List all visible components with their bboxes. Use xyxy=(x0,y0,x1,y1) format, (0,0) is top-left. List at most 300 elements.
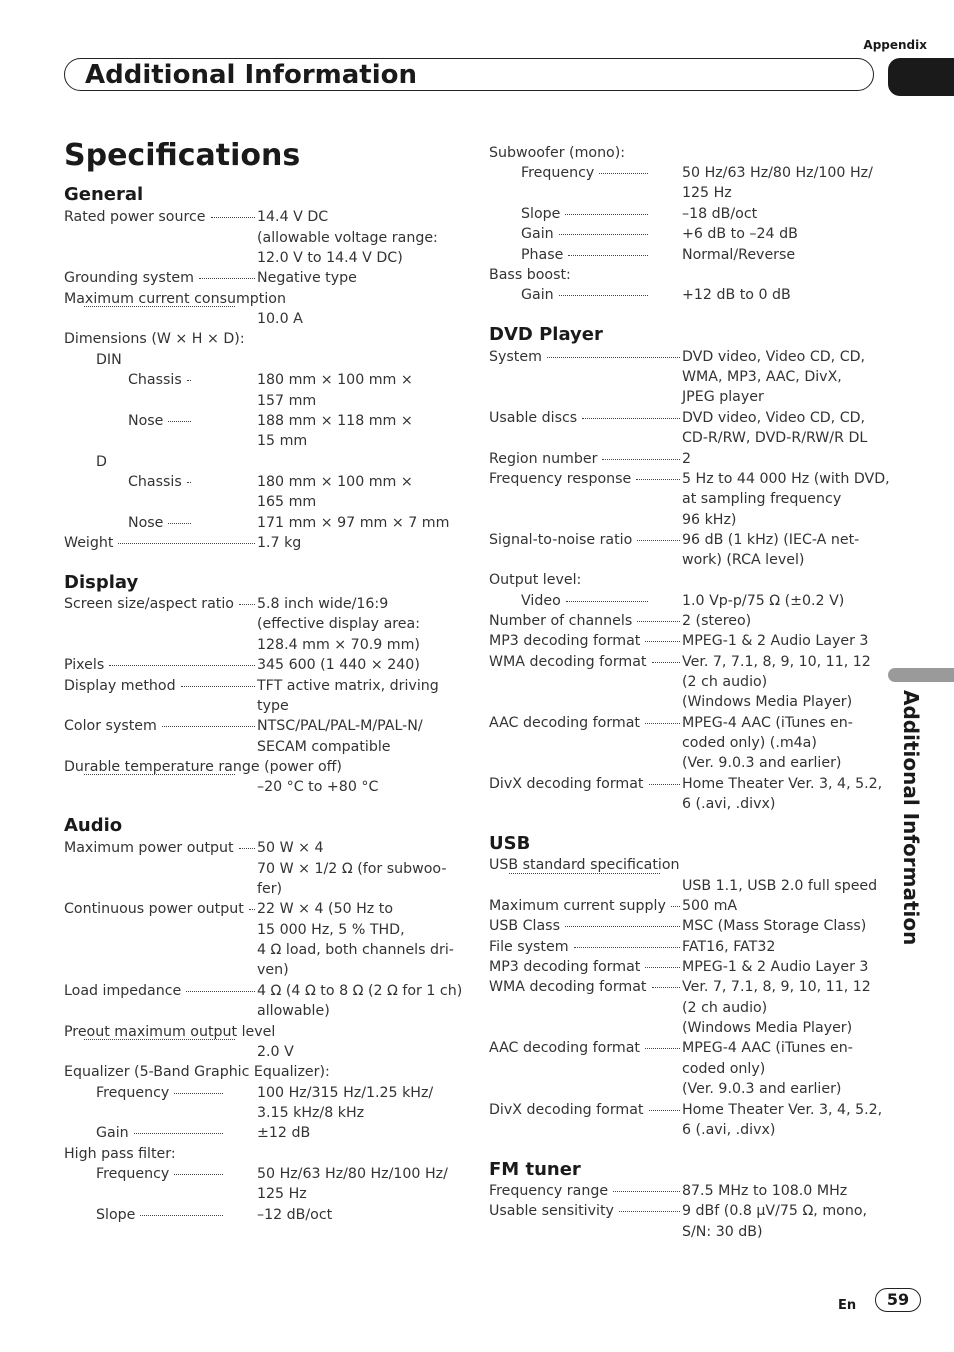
page-title: Specifications xyxy=(64,138,301,173)
spec-label-text: Gain xyxy=(96,1125,129,1141)
spec-label-text: Maximum power output xyxy=(64,840,234,856)
header-title: Additional Information xyxy=(85,60,418,90)
spec-row xyxy=(64,676,456,696)
spec-row xyxy=(489,224,881,244)
spec-label-text: Usable sensitivity xyxy=(489,1203,614,1219)
dot-leader xyxy=(559,234,648,235)
spec-label xyxy=(64,533,257,553)
footer-language: En xyxy=(838,1298,857,1313)
spec-row xyxy=(489,713,881,733)
spec-label xyxy=(489,1201,682,1221)
spec-value: 171 mm × 97 mm × 7 mm xyxy=(257,515,450,531)
spec-value: 1.0 Vp-p/75 Ω (±0.2 V) xyxy=(682,593,845,609)
spec-label-text: Chassis xyxy=(128,474,182,490)
spec-value: +12 dB to 0 dB xyxy=(682,287,791,303)
side-tab-marker xyxy=(888,668,954,682)
dot-leader xyxy=(599,173,648,174)
spec-label xyxy=(489,631,682,651)
spec-label xyxy=(489,449,682,469)
spec-label-text: Region number xyxy=(489,451,598,467)
spec-row xyxy=(64,940,456,960)
spec-label-text: Weight xyxy=(64,535,114,551)
spec-value: coded only) xyxy=(682,1061,766,1077)
spec-row xyxy=(64,716,456,736)
spec-value: (allowable voltage range: xyxy=(257,230,438,246)
header-bar xyxy=(64,58,874,91)
spec-value: MPEG-4 AAC (iTunes en- xyxy=(682,1040,853,1056)
dot-leader xyxy=(637,540,680,541)
spec-value: (Windows Media Player) xyxy=(682,1020,853,1036)
spec-value: 128.4 mm × 70.9 mm) xyxy=(257,637,420,653)
spec-value: Home Theater Ver. 3, 4, 5.2, xyxy=(682,776,883,792)
spec-row xyxy=(64,635,456,655)
spec-value: allowable) xyxy=(257,1003,330,1019)
spec-value: 87.5 MHz to 108.0 MHz xyxy=(682,1183,848,1199)
dot-leader xyxy=(652,662,681,663)
dot-leader xyxy=(162,726,255,727)
spec-row xyxy=(489,1181,881,1201)
spec-label-text: Frequency response xyxy=(489,471,632,487)
dot-leader xyxy=(84,774,235,775)
spec-label-text: Frequency xyxy=(96,1085,170,1101)
spec-row xyxy=(64,614,456,634)
dot-leader xyxy=(649,1110,681,1111)
spec-row xyxy=(489,876,881,896)
spec-label-text: System xyxy=(489,349,542,365)
spec-row xyxy=(64,1001,456,1021)
spec-value: (Ver. 9.0.3 and earlier) xyxy=(682,755,842,771)
dot-leader xyxy=(239,848,255,849)
spec-row xyxy=(64,594,456,614)
spec-value: 2 (stereo) xyxy=(682,613,752,629)
spec-row xyxy=(489,449,881,469)
spec-label-text: Slope xyxy=(521,206,561,222)
spec-value: 70 W × 1/2 Ω (for subwoo- xyxy=(257,861,447,877)
spec-row xyxy=(489,896,881,916)
spec-label-text: Nose xyxy=(128,515,164,531)
dot-leader xyxy=(509,873,660,874)
spec-label xyxy=(489,774,682,794)
spec-value: 50 Hz/63 Hz/80 Hz/100 Hz/ xyxy=(257,1166,448,1182)
spec-value: MSC (Mass Storage Class) xyxy=(682,918,867,934)
spec-row xyxy=(489,1222,881,1242)
spec-label-text: Preout maximum output level xyxy=(64,1024,276,1040)
spec-label xyxy=(521,204,650,224)
spec-row xyxy=(489,245,881,265)
spec-label-text: Color system xyxy=(64,718,157,734)
dot-leader xyxy=(84,306,235,307)
dot-leader xyxy=(671,906,680,907)
spec-label-text: Gain xyxy=(521,226,554,242)
spec-row xyxy=(489,143,881,163)
spec-label xyxy=(489,977,682,997)
spec-row xyxy=(64,533,456,553)
dot-leader xyxy=(568,255,648,256)
spec-value: +6 dB to –24 dB xyxy=(682,226,798,242)
spec-row xyxy=(64,1083,456,1103)
spec-label xyxy=(64,838,257,858)
spec-label-text: File system xyxy=(489,939,569,955)
spec-label-text: Output level: xyxy=(489,572,582,588)
spec-label-text: DivX decoding format xyxy=(489,1102,644,1118)
spec-value: 96 dB (1 kHz) (IEC-A net- xyxy=(682,532,860,548)
spec-row xyxy=(489,591,881,611)
spec-label xyxy=(489,1038,682,1058)
spec-label xyxy=(64,207,257,227)
spec-label-text: USB standard specification xyxy=(489,857,680,873)
spec-label xyxy=(64,329,245,349)
spec-value: WMA, MP3, AAC, DivX, xyxy=(682,369,842,385)
spec-value: SECAM compatible xyxy=(257,739,391,755)
spec-row xyxy=(489,550,881,570)
spec-row xyxy=(64,1205,456,1225)
dot-leader xyxy=(84,1039,235,1040)
spec-row xyxy=(64,696,456,716)
spec-row xyxy=(489,937,881,957)
spec-value: 2.0 V xyxy=(257,1044,294,1060)
spec-label xyxy=(128,513,193,533)
spec-value: FAT16, FAT32 xyxy=(682,939,776,955)
spec-value: type xyxy=(257,698,289,714)
appendix-label: Appendix xyxy=(863,38,927,52)
spec-label xyxy=(64,676,257,696)
dot-leader xyxy=(211,217,255,218)
spec-label xyxy=(489,143,625,163)
spec-label-text: WMA decoding format xyxy=(489,654,647,670)
section-title-fm-tuner: FM tuner xyxy=(489,1159,581,1180)
dot-leader xyxy=(645,1048,680,1049)
spec-label xyxy=(489,937,682,957)
dot-leader xyxy=(565,214,648,215)
spec-label xyxy=(521,245,650,265)
spec-label-text: Equalizer (5-Band Graphic Equalizer): xyxy=(64,1064,330,1080)
spec-row xyxy=(64,777,456,797)
spec-label xyxy=(521,224,650,244)
spec-value: 14.4 V DC xyxy=(257,209,329,225)
spec-label xyxy=(489,570,581,590)
spec-value: 5 Hz to 44 000 Hz (with DVD, xyxy=(682,471,890,487)
dot-leader xyxy=(645,641,680,642)
spec-label xyxy=(96,350,122,370)
spec-label-text: DIN xyxy=(96,352,122,368)
spec-row xyxy=(489,611,881,631)
spec-row xyxy=(64,920,456,940)
dot-leader xyxy=(637,621,680,622)
spec-row xyxy=(64,1062,456,1082)
spec-label xyxy=(521,163,650,183)
dot-leader xyxy=(547,357,680,358)
spec-row xyxy=(64,472,456,492)
spec-value: 96 kHz) xyxy=(682,512,737,528)
spec-label-text: Bass boost: xyxy=(489,267,571,283)
spec-label xyxy=(128,411,193,431)
spec-label-text: MP3 decoding format xyxy=(489,959,641,975)
spec-value: ±12 dB xyxy=(257,1125,311,1141)
spec-value: fer) xyxy=(257,881,283,897)
spec-label xyxy=(128,472,193,492)
spec-row xyxy=(64,981,463,1001)
spec-row xyxy=(64,960,456,980)
spec-row xyxy=(489,204,881,224)
dot-leader xyxy=(239,604,255,605)
dot-leader xyxy=(168,523,191,524)
dot-leader xyxy=(181,686,255,687)
spec-value: MPEG-1 & 2 Audio Layer 3 xyxy=(682,633,869,649)
spec-value: Ver. 7, 7.1, 8, 9, 10, 11, 12 xyxy=(682,979,871,995)
spec-row xyxy=(64,1164,456,1184)
section-title-audio: Audio xyxy=(64,815,123,836)
spec-value: 9 dBf (0.8 µV/75 Ω, mono, xyxy=(682,1203,868,1219)
side-section-label: Additional Information xyxy=(899,690,923,946)
spec-row xyxy=(64,452,456,472)
spec-label-text: Usable discs xyxy=(489,410,578,426)
spec-label-text: Screen size/aspect ratio xyxy=(64,596,234,612)
dot-leader xyxy=(619,1211,680,1212)
spec-value: 10.0 A xyxy=(257,311,303,327)
spec-label-text: Frequency xyxy=(96,1166,170,1182)
spec-row xyxy=(64,513,456,533)
spec-label-text: High pass filter: xyxy=(64,1146,176,1162)
section-title-usb: USB xyxy=(489,833,531,854)
dot-leader xyxy=(186,991,255,992)
spec-label xyxy=(84,777,237,778)
spec-row xyxy=(489,163,881,183)
spec-label xyxy=(84,1042,237,1043)
spec-value: –12 dB/oct xyxy=(257,1207,333,1223)
spec-value: Ver. 7, 7.1, 8, 9, 10, 11, 12 xyxy=(682,654,871,670)
spec-label-text: Frequency xyxy=(521,165,595,181)
page-number: 59 xyxy=(875,1288,921,1312)
spec-value: 12.0 V to 14.4 V DC) xyxy=(257,250,403,266)
spec-label xyxy=(84,309,237,310)
spec-label xyxy=(489,713,682,733)
spec-value: 345 600 (1 440 × 240) xyxy=(257,657,420,673)
spec-value: Home Theater Ver. 3, 4, 5.2, xyxy=(682,1102,883,1118)
spec-row xyxy=(489,652,881,672)
header-tab-marker xyxy=(888,58,954,96)
spec-label xyxy=(64,981,257,1001)
spec-value: (Windows Media Player) xyxy=(682,694,853,710)
spec-row xyxy=(64,838,456,858)
spec-value: 1.7 kg xyxy=(257,535,302,551)
spec-value: MPEG-1 & 2 Audio Layer 3 xyxy=(682,959,869,975)
spec-value: Normal/Reverse xyxy=(682,247,796,263)
spec-label xyxy=(489,896,682,916)
spec-label xyxy=(489,611,682,631)
spec-row xyxy=(64,411,456,431)
spec-label xyxy=(64,716,257,736)
spec-value: –18 dB/oct xyxy=(682,206,758,222)
spec-row xyxy=(489,692,881,712)
spec-value: 4 Ω (4 Ω to 8 Ω (2 Ω for 1 ch) xyxy=(257,983,463,999)
spec-value: 188 mm × 118 mm × xyxy=(257,413,413,429)
spec-value: CD-R/RW, DVD-R/RW/R DL xyxy=(682,430,868,446)
spec-row xyxy=(64,391,456,411)
spec-label xyxy=(489,469,682,489)
spec-label-text: Maximum current consumption xyxy=(64,291,286,307)
spec-label xyxy=(509,876,662,877)
spec-label xyxy=(128,370,193,390)
spec-value: 50 Hz/63 Hz/80 Hz/100 Hz/ xyxy=(682,165,873,181)
spec-value: MPEG-4 AAC (iTunes en- xyxy=(682,715,853,731)
spec-row xyxy=(489,753,881,773)
spec-row xyxy=(489,774,881,794)
spec-label-text: DivX decoding format xyxy=(489,776,644,792)
spec-value: 15 mm xyxy=(257,433,308,449)
spec-row xyxy=(64,879,456,899)
spec-value: Negative type xyxy=(257,270,357,286)
spec-row xyxy=(64,370,456,390)
spec-row xyxy=(489,631,881,651)
spec-value: coded only) (.m4a) xyxy=(682,735,817,751)
spec-row xyxy=(489,998,881,1018)
spec-row xyxy=(64,737,456,757)
dot-leader xyxy=(645,723,680,724)
spec-value: 5.8 inch wide/16:9 xyxy=(257,596,389,612)
dot-leader xyxy=(565,926,680,927)
spec-row xyxy=(489,733,881,753)
dot-leader xyxy=(118,543,255,544)
spec-row xyxy=(489,855,881,875)
dot-leader xyxy=(636,479,680,480)
spec-value: 125 Hz xyxy=(257,1186,307,1202)
spec-row xyxy=(489,1079,881,1099)
spec-label-text: Nose xyxy=(128,413,164,429)
spec-label-text: D xyxy=(96,454,107,470)
spec-value: 100 Hz/315 Hz/1.25 kHz/ xyxy=(257,1085,434,1101)
spec-value: 500 mA xyxy=(682,898,738,914)
spec-label-text: Dimensions (W × H × D): xyxy=(64,331,245,347)
spec-row xyxy=(64,1103,456,1123)
dot-leader xyxy=(602,459,680,460)
spec-label-text: Grounding system xyxy=(64,270,194,286)
spec-label-text: Maximum current supply xyxy=(489,898,666,914)
spec-label-text: Rated power source xyxy=(64,209,206,225)
spec-row xyxy=(489,977,881,997)
dot-leader xyxy=(566,601,648,602)
spec-row xyxy=(489,570,881,590)
section-title-display: Display xyxy=(64,572,139,593)
dot-leader xyxy=(187,482,191,483)
spec-row xyxy=(64,268,456,288)
spec-label xyxy=(489,855,680,875)
spec-label xyxy=(489,652,682,672)
spec-row xyxy=(489,672,881,692)
spec-row xyxy=(489,530,881,550)
spec-label-text: MP3 decoding format xyxy=(489,633,641,649)
spec-row xyxy=(64,207,456,227)
spec-label-text: Display method xyxy=(64,678,176,694)
spec-value: 125 Hz xyxy=(682,185,732,201)
spec-row xyxy=(489,794,881,814)
dot-leader xyxy=(613,1191,680,1192)
spec-label-text: USB Class xyxy=(489,918,560,934)
spec-label-text: Frequency range xyxy=(489,1183,609,1199)
spec-label-text: Gain xyxy=(521,287,554,303)
section-title-dvd-player: DVD Player xyxy=(489,324,603,345)
dot-leader xyxy=(582,418,680,419)
spec-label xyxy=(96,452,107,472)
spec-row xyxy=(489,1100,881,1120)
spec-value: 180 mm × 100 mm × xyxy=(257,474,413,490)
spec-row xyxy=(489,1038,881,1058)
spec-label xyxy=(64,1144,176,1164)
dot-leader xyxy=(140,1215,223,1216)
spec-value: –20 °C to +80 °C xyxy=(257,779,379,795)
spec-value: (effective display area: xyxy=(257,616,421,632)
spec-value: 2 xyxy=(682,451,692,467)
spec-value: DVD video, Video CD, CD, xyxy=(682,410,866,426)
spec-row xyxy=(489,183,881,203)
spec-row xyxy=(489,1201,881,1221)
spec-label xyxy=(489,1100,682,1120)
spec-row xyxy=(489,347,881,367)
spec-value: ven) xyxy=(257,962,289,978)
spec-value: TFT active matrix, driving xyxy=(257,678,439,694)
spec-row xyxy=(64,1144,456,1164)
dot-leader xyxy=(652,987,681,988)
spec-row xyxy=(64,1184,456,1204)
spec-label-text: Phase xyxy=(521,247,564,263)
spec-row xyxy=(64,1042,456,1062)
spec-label xyxy=(96,1123,225,1143)
spec-value: (Ver. 9.0.3 and earlier) xyxy=(682,1081,842,1097)
spec-label xyxy=(489,530,682,550)
spec-row xyxy=(64,655,456,675)
spec-label-text: Continuous power output xyxy=(64,901,244,917)
dot-leader xyxy=(645,967,680,968)
spec-label xyxy=(64,268,257,288)
spec-label xyxy=(489,408,682,428)
spec-row xyxy=(64,1123,456,1143)
spec-row xyxy=(489,957,881,977)
spec-row xyxy=(489,1018,881,1038)
spec-label-text: Load impedance xyxy=(64,983,182,999)
spec-row xyxy=(64,492,456,512)
spec-label-text: Pixels xyxy=(64,657,105,673)
spec-row xyxy=(489,367,881,387)
spec-label xyxy=(96,1164,225,1184)
dot-leader xyxy=(174,1174,223,1175)
spec-row xyxy=(64,248,456,268)
spec-label xyxy=(64,655,257,675)
spec-label xyxy=(96,1083,225,1103)
spec-label-text: Signal-to-noise ratio xyxy=(489,532,633,548)
spec-label-text: AAC decoding format xyxy=(489,1040,640,1056)
spec-value: USB 1.1, USB 2.0 full speed xyxy=(682,878,878,894)
spec-row xyxy=(64,309,456,329)
spec-label-text: Chassis xyxy=(128,372,182,388)
spec-label-text: AAC decoding format xyxy=(489,715,640,731)
dot-leader xyxy=(174,1093,223,1094)
spec-label xyxy=(64,594,257,614)
spec-value: NTSC/PAL/PAL-M/PAL-N/ xyxy=(257,718,423,734)
spec-row xyxy=(489,265,881,285)
spec-label xyxy=(489,957,682,977)
dot-leader xyxy=(249,909,255,910)
spec-label xyxy=(489,916,682,936)
spec-label-text: Video xyxy=(521,593,561,609)
dot-leader xyxy=(134,1133,223,1134)
spec-row xyxy=(489,916,881,936)
spec-value: DVD video, Video CD, CD, xyxy=(682,349,866,365)
spec-value: 6 (.avi, .divx) xyxy=(682,796,776,812)
spec-row xyxy=(489,387,881,407)
spec-value: work) (RCA level) xyxy=(682,552,805,568)
spec-value: 165 mm xyxy=(257,494,317,510)
spec-row xyxy=(489,428,881,448)
spec-label xyxy=(489,1181,682,1201)
